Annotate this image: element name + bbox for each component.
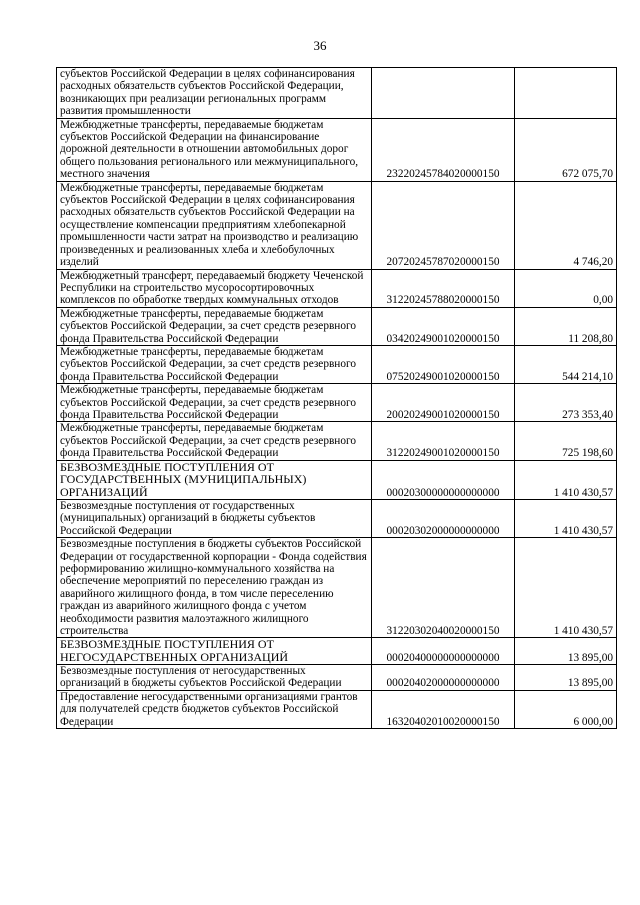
code-cell: 16320402010020000150 (372, 690, 515, 728)
table-row (57, 538, 617, 638)
amount-cell (515, 68, 617, 119)
table-row (57, 665, 617, 691)
section-row (57, 460, 617, 499)
amount-cell: 13 895,00 (515, 665, 617, 691)
amount-cell: 13 895,00 (515, 638, 617, 665)
name-cell: Межбюджетные трансферты, передаваемые бюджетам субъектов Российской Федерации, за счет средств резервного фонда Правительства Российской Федерации (57, 345, 372, 383)
amount-cell: 725 198,60 (515, 422, 617, 460)
table-row (57, 181, 617, 269)
table-row (57, 499, 617, 537)
code-cell: 31220302040020000150 (372, 538, 515, 638)
name-cell: Межбюджетные трансферты, передаваемые бюджетам субъектов Российской Федерации на финансирование дорожной деятельности в отношении автомобильных дорог общего пользования регионального или межмуниципального, местного значения (57, 118, 372, 181)
name-cell: Межбюджетные трансферты, передаваемые бюджетам субъектов Российской Федерации, за счет средств резервного фонда Правительства Российской Федерации (57, 307, 372, 345)
name-cell: субъектов Российской Федерации в целях софинансирования расходных обязательств субъектов Российской Федерации, возникающих при реализации региональных программ развития промышленности (57, 68, 372, 119)
table-row (57, 384, 617, 422)
section-row (57, 638, 617, 665)
code-cell: 03420249001020000150 (372, 307, 515, 345)
amount-cell: 544 214,10 (515, 345, 617, 383)
name-cell: Предоставление негосударственными организациями грантов для получателей средств бюджетов субъектов Российской Федерации (57, 690, 372, 728)
code-cell: 00020400000000000000 (372, 638, 515, 665)
name-cell: Межбюджетные трансферты, передаваемые бюджетам субъектов Российской Федерации, за счет средств резервного фонда Правительства Российской Федерации (57, 384, 372, 422)
code-cell: 31220245788020000150 (372, 269, 515, 307)
table-row (57, 68, 617, 119)
code-cell: 31220249001020000150 (372, 422, 515, 460)
table-row (57, 345, 617, 383)
amount-cell: 4 746,20 (515, 181, 617, 269)
code-cell: 20020249001020000150 (372, 384, 515, 422)
table-row (57, 118, 617, 181)
budget-table (56, 67, 617, 729)
amount-cell: 1 410 430,57 (515, 460, 617, 499)
table-body (57, 68, 617, 729)
amount-cell: 273 353,40 (515, 384, 617, 422)
name-cell: Безвозмездные поступления в бюджеты субъектов Российской Федерации от государственной корпорации - Фонда содействия реформированию жилищно-коммунального хозяйства на обеспечение мероприятий по переселению граждан из аварийного жилищного фонда, в том числе переселению граждан из аварийного жилищного фонда с учетом необходимости развития малоэтажного жилищного строительства (57, 538, 372, 638)
code-cell: 00020300000000000000 (372, 460, 515, 499)
name-cell: Межбюджетные трансферты, передаваемые бюджетам субъектов Российской Федерации, за счет средств резервного фонда Правительства Российской Федерации (57, 422, 372, 460)
amount-cell: 1 410 430,57 (515, 499, 617, 537)
amount-cell: 6 000,00 (515, 690, 617, 728)
code-cell: 20720245787020000150 (372, 181, 515, 269)
name-cell: Безвозмездные поступления от негосударственных организаций в бюджеты субъектов Российской Федерации (57, 665, 372, 691)
page-number: 36 (313, 38, 327, 53)
table-row (57, 307, 617, 345)
code-cell: 00020402000000000000 (372, 665, 515, 691)
amount-cell: 672 075,70 (515, 118, 617, 181)
name-cell: БЕЗВОЗМЕЗДНЫЕ ПОСТУПЛЕНИЯ ОТ ГОСУДАРСТВЕННЫХ (МУНИЦИПАЛЬНЫХ) ОРГАНИЗАЦИЙ (57, 460, 372, 499)
code-cell: 07520249001020000150 (372, 345, 515, 383)
amount-cell: 11 208,80 (515, 307, 617, 345)
table-row (57, 422, 617, 460)
name-cell: Межбюджетный трансферт, передаваемый бюджету Чеченской Республики на строительство мусоросортировочных комплексов по обработке твердых коммунальных отходов (57, 269, 372, 307)
amount-cell: 0,00 (515, 269, 617, 307)
code-cell: 00020302000000000000 (372, 499, 515, 537)
amount-cell: 1 410 430,57 (515, 538, 617, 638)
table-row (57, 690, 617, 728)
name-cell: Безвозмездные поступления от государственных (муниципальных) организаций в бюджеты субъектов Российской Федерации (57, 499, 372, 537)
name-cell: Межбюджетные трансферты, передаваемые бюджетам субъектов Российской Федерации в целях софинансирования расходных обязательств субъектов Российской Федерации на осуществление компенсации предприятиям хлебопекарной промышленности части затрат на производство и реализацию произведенных и реализованных хлеба и хлебобулочных изделий (57, 181, 372, 269)
code-cell: 23220245784020000150 (372, 118, 515, 181)
code-cell (372, 68, 515, 119)
table-row (57, 269, 617, 307)
name-cell: БЕЗВОЗМЕЗДНЫЕ ПОСТУПЛЕНИЯ ОТ НЕГОСУДАРСТВЕННЫХ ОРГАНИЗАЦИЙ (57, 638, 372, 665)
